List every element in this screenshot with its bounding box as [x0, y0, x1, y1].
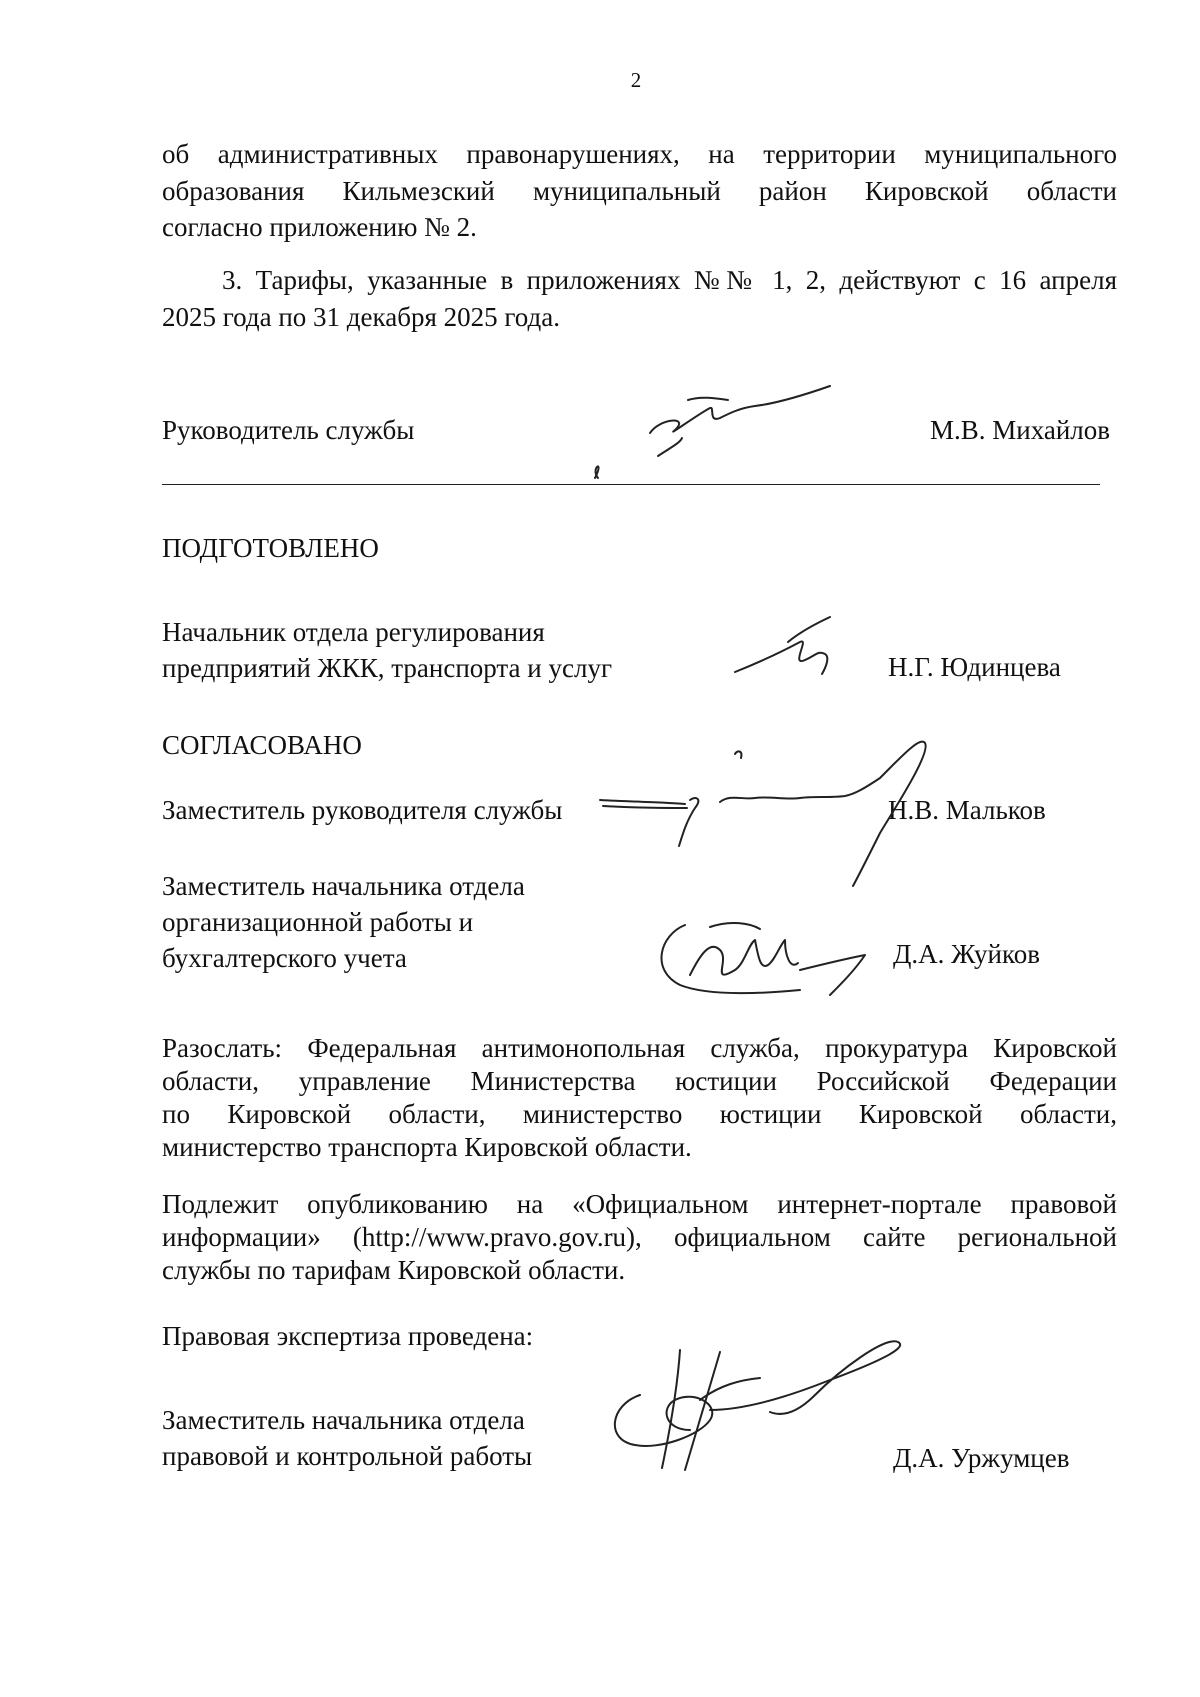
text-line: Подлежит опубликованию на «Официальном интернет-портале правовой	[162, 1189, 1117, 1219]
deputy-org-signature-image	[650, 915, 890, 1005]
position-line: правовой и контрольной работы	[162, 1441, 533, 1471]
head-signature-image	[580, 378, 840, 488]
position-line: предприятий ЖКК, транспорта и услуг	[162, 653, 613, 683]
intro-paragraph	[162, 136, 1117, 246]
prepared-position	[162, 614, 612, 686]
page-number: 2	[630, 68, 642, 92]
deputy-head-signature-image	[595, 738, 935, 888]
clause-3-paragraph	[162, 262, 1117, 335]
position-line: бухгалтерского учета	[162, 943, 407, 973]
text-line: согласно приложению № 2.	[162, 212, 477, 242]
text-line: об административных правонарушениях, на территории муниципального	[162, 139, 1117, 169]
head-name: М.В. Михайлов	[930, 415, 1111, 445]
deputy-org-name: Д.А. Жуйков	[893, 939, 1040, 969]
deputy-head-position: Заместитель руководителя службы	[162, 795, 563, 825]
text-line: области, управление Министерства юстиции Российской Федерации	[162, 1066, 1117, 1096]
deputy-head-name: Н.В. Мальков	[888, 795, 1046, 825]
prepared-signature-image	[730, 612, 840, 682]
position-line: Начальник отдела регулирования	[162, 617, 545, 647]
text-line: 2025 года по 31 декабря 2025 года.	[162, 301, 560, 332]
agreed-heading: СОГЛАСОВАНО	[162, 730, 362, 760]
text-line: по Кировской области, министерство юстиции Кировской области,	[162, 1099, 1117, 1129]
text-line: Разослать: Федеральная антимонопольная служба, прокуратура Кировской	[162, 1033, 1117, 1063]
text-line: 3. Тарифы, указанные в приложениях №№ 1, 2, действуют с 16 апреля	[222, 265, 1117, 295]
legal-name: Д.А. Уржумцев	[893, 1443, 1070, 1473]
prepared-heading: ПОДГОТОВЛЕНО	[162, 533, 379, 563]
position-line: Заместитель начальника отдела	[162, 871, 525, 901]
prepared-name: Н.Г. Юдинцева	[888, 652, 1061, 682]
deputy-org-position	[162, 868, 525, 976]
publication-paragraph	[162, 1188, 1117, 1287]
legal-signature-image	[600, 1340, 920, 1480]
text-line: образования Кильмезский муниципальный район Кировской области	[162, 175, 1117, 206]
distribution-paragraph	[162, 1032, 1117, 1164]
position-line: организационной работы и	[162, 907, 474, 937]
text-line: службы по тарифам Кировской области.	[162, 1255, 626, 1285]
text-line: информации» (http://www.pravo.gov.ru), официальном сайте региональной	[162, 1222, 1117, 1252]
legal-heading: Правовая экспертиза проведена:	[162, 1321, 534, 1351]
text-line: министерство транспорта Кировской области.	[162, 1132, 692, 1162]
legal-position	[162, 1402, 532, 1474]
position-line: Заместитель начальника отдела	[162, 1405, 525, 1435]
head-position: Руководитель службы	[162, 415, 415, 445]
signature-rule	[162, 484, 1100, 485]
